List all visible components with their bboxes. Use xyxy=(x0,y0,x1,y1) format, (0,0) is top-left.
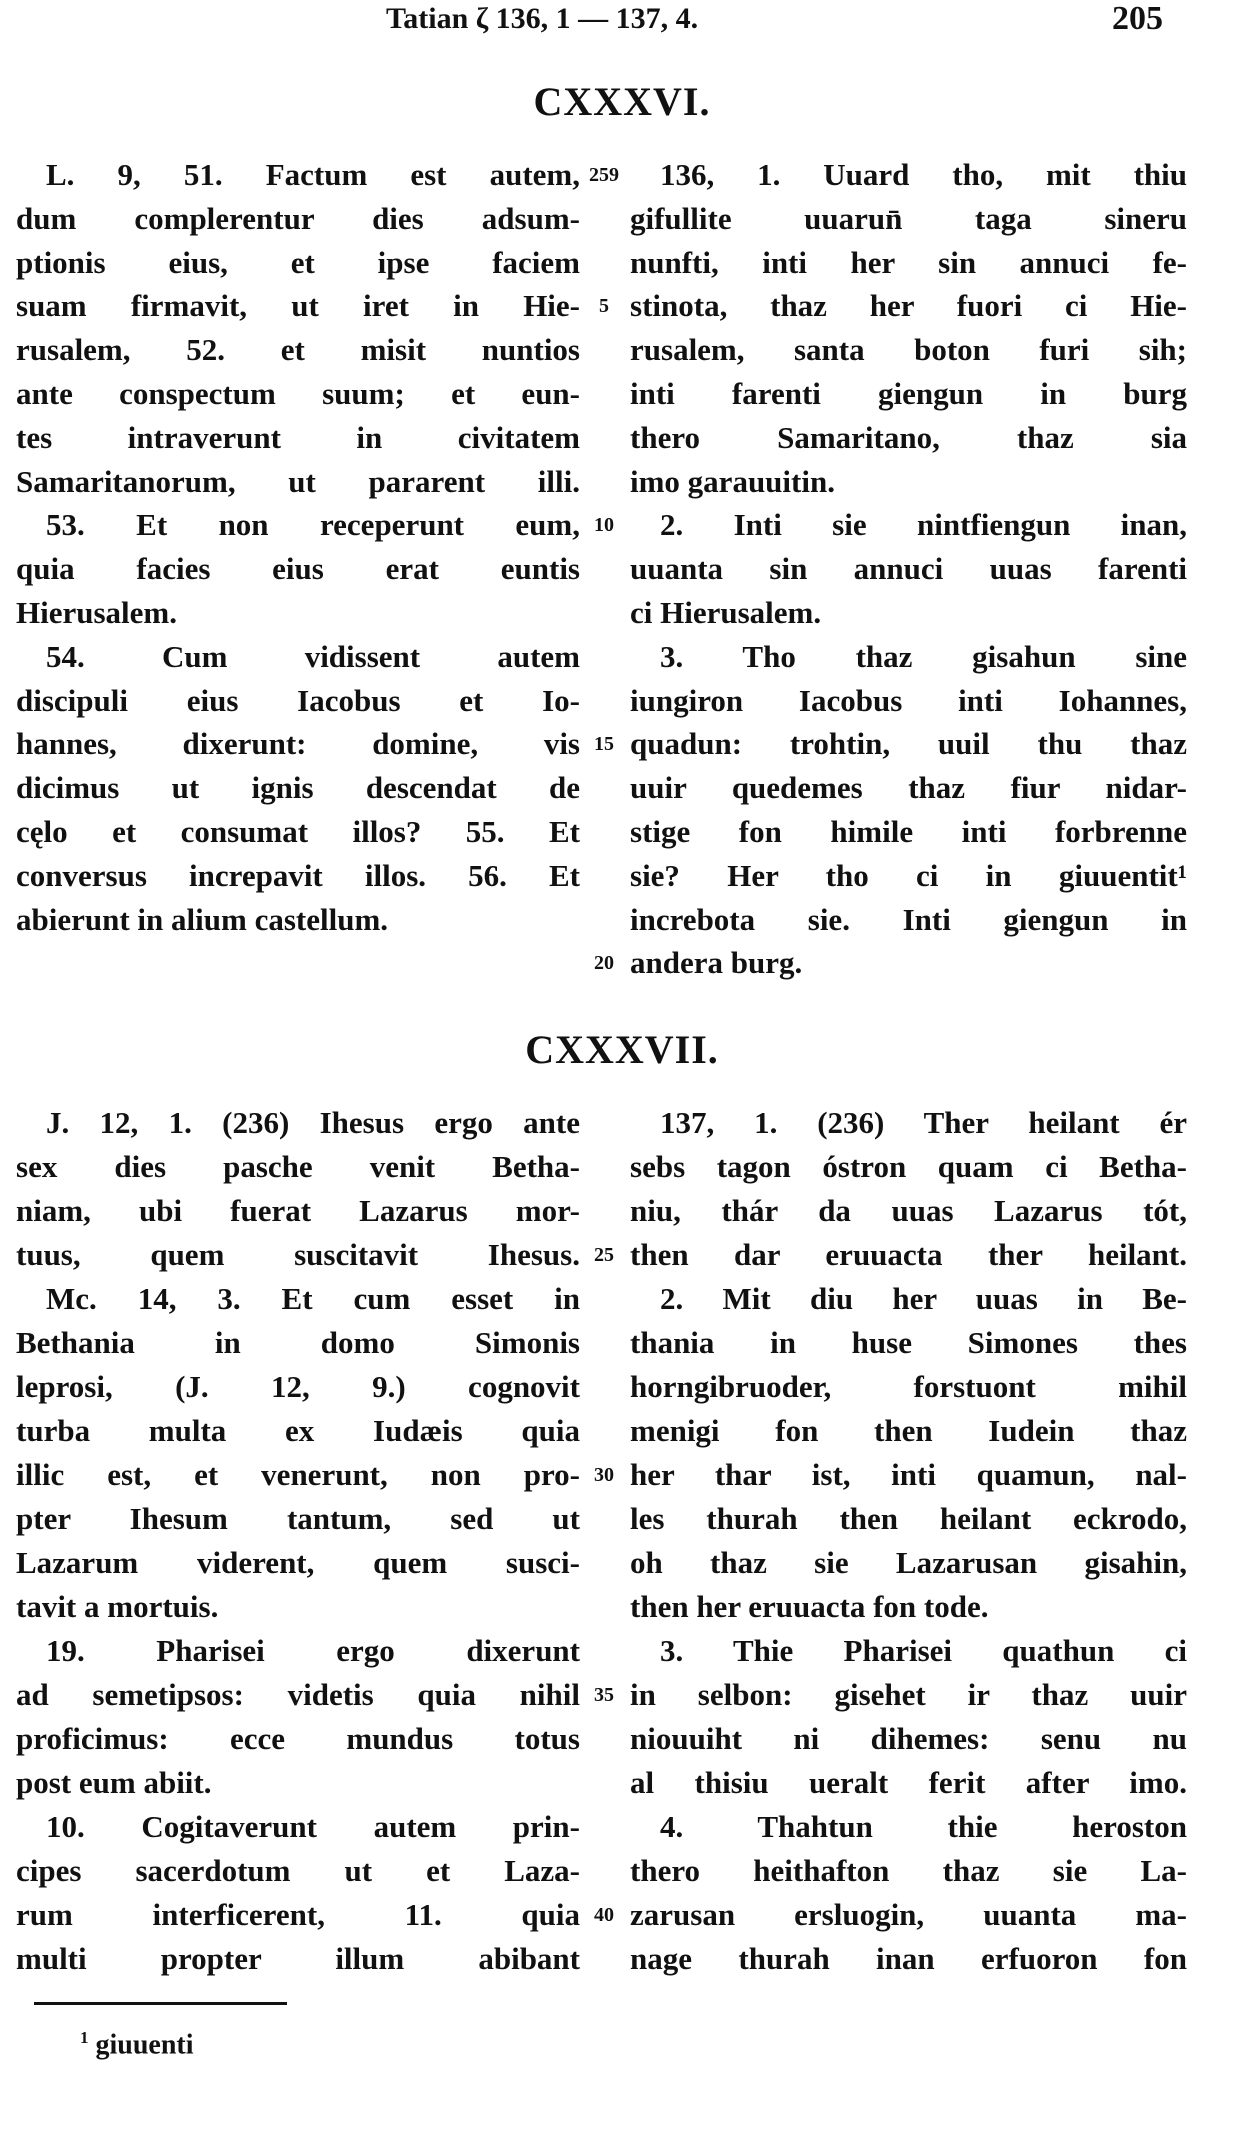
line-number: 30 xyxy=(594,1464,614,1486)
old-high-german-line: 2. Inti sie nintfiengun inan, xyxy=(660,507,1187,543)
line-number: 10 xyxy=(594,514,614,537)
latin-line: 53. Et non receperunt eum, xyxy=(46,507,580,543)
old-high-german-line: 136, 1. Uuard tho, mit thiu xyxy=(660,157,1187,192)
latin-line: sex dies pasche venit Betha- xyxy=(16,1149,580,1184)
old-high-german-line: nunfti, inti her sin annuci fe- xyxy=(630,244,1187,280)
text-line xyxy=(0,1541,1244,1585)
text-line xyxy=(0,679,1244,723)
text-line xyxy=(0,460,1244,504)
section-title-cxxxvii: CXXXVII. xyxy=(525,1027,719,1072)
text-line xyxy=(0,1453,1244,1497)
footnote-rule xyxy=(34,2002,287,2005)
latin-line: abierunt in alium castellum. xyxy=(16,901,389,937)
text-line xyxy=(0,1893,1244,1937)
line-number: 25 xyxy=(594,1244,614,1266)
footnote-marker: 1 xyxy=(80,2028,89,2047)
old-high-german-line: uuir quedemes thaz fiur nidar- xyxy=(630,770,1187,806)
old-high-german-line: imo garauuitin. xyxy=(630,463,835,499)
old-high-german-line: nage thurah inan erfuoron fon xyxy=(630,1941,1187,1976)
latin-line: conversus increpavit illos. 56. Et xyxy=(16,857,580,893)
old-high-german-line: quadun: trohtin, uuil thu thaz xyxy=(630,726,1187,762)
old-high-german-line: horngibruoder, forstuont mihil xyxy=(630,1369,1187,1404)
old-high-german-line: 137, 1. (236) Ther heilant ér xyxy=(660,1105,1187,1140)
latin-line: Hierusalem. xyxy=(16,595,177,630)
old-high-german-line: stige fon himile inti forbrenne xyxy=(630,814,1187,849)
text-line xyxy=(0,810,1244,854)
text-line xyxy=(0,1145,1244,1189)
latin-line: tuus, quem suscitavit Ihesus. xyxy=(16,1237,580,1272)
latin-line: quia facies eius erat euntis xyxy=(16,551,580,587)
running-header: Tatian ζ 136, 1 — 137, 4. xyxy=(386,2,699,35)
text-line xyxy=(0,1497,1244,1541)
latin-line: cęlo et consumat illos? 55. Et xyxy=(16,814,580,849)
old-high-german-line: thania in huse Simones thes xyxy=(630,1325,1187,1360)
latin-line: rusalem, 52. et misit nuntios xyxy=(16,332,580,368)
old-high-german-line: inti farenti giengun in burg xyxy=(630,376,1187,411)
latin-line: Lazarum viderent, quem susci- xyxy=(16,1545,580,1580)
text-line xyxy=(0,1849,1244,1893)
line-number: 5 xyxy=(599,295,609,318)
old-high-german-line: thero Samaritano, thaz sia xyxy=(630,419,1187,455)
latin-line: Mc. 14, 3. Et cum esset in xyxy=(46,1281,580,1316)
latin-line: 54. Cum vidissent autem xyxy=(46,638,580,674)
text-line xyxy=(0,197,1244,241)
latin-line: turba multa ex Iudæis quia xyxy=(16,1413,580,1448)
latin-line: 10. Cogitaverunt autem prin- xyxy=(46,1809,580,1844)
footnote-text: giuuenti xyxy=(95,2029,194,2061)
latin-line: ptionis eius, et ipse faciem xyxy=(16,244,580,280)
page-number: 205 xyxy=(1112,0,1163,37)
old-high-german-line: gifullite uuarun̄ taga sineru xyxy=(630,200,1187,236)
text-line xyxy=(0,1409,1244,1453)
latin-line: 19. Pharisei ergo dixerunt xyxy=(46,1633,580,1668)
latin-line: multi propter illum abibant xyxy=(16,1941,580,1976)
latin-line: leprosi, (J. 12, 9.) cognovit xyxy=(16,1369,580,1404)
text-line xyxy=(0,1277,1244,1321)
latin-line: discipuli eius Iacobus et Io- xyxy=(16,682,580,718)
footnote xyxy=(80,2028,194,2061)
old-high-german-line: 3. Thie Pharisei quathun ci xyxy=(660,1633,1187,1668)
old-high-german-line: in selbon: gisehet ir thaz uuir xyxy=(630,1677,1187,1712)
old-high-german-line: increbota sie. Inti giengun in xyxy=(630,901,1187,937)
text-line xyxy=(0,1321,1244,1365)
text-line xyxy=(0,1101,1244,1145)
old-high-german-line: then her eruuacta fon tode. xyxy=(630,1589,989,1624)
text-line xyxy=(0,328,1244,372)
text-line xyxy=(0,854,1244,898)
text-line xyxy=(0,1761,1244,1805)
text-line xyxy=(0,1805,1244,1849)
latin-line: hannes, dixerunt: domine, vis xyxy=(16,726,580,762)
latin-line: dicimus ut ignis descendat de xyxy=(16,770,580,806)
old-high-german-line: niu, thár da uuas Lazarus tót, xyxy=(630,1193,1187,1228)
old-high-german-line: stinota, thaz her fuori ci Hie- xyxy=(630,288,1187,324)
latin-line: J. 12, 1. (236) Ihesus ergo ante xyxy=(46,1105,580,1140)
latin-line: tavit a mortuis. xyxy=(16,1589,219,1624)
old-high-german-line: menigi fon then Iudein thaz xyxy=(630,1413,1187,1448)
latin-line: post eum abiit. xyxy=(16,1765,212,1800)
old-high-german-line: 2. Mit diu her uuas in Be- xyxy=(660,1281,1187,1316)
old-high-german-line: andera burg. xyxy=(630,945,803,981)
old-high-german-line: 3. Tho thaz gisahun sine xyxy=(660,638,1187,674)
text-line xyxy=(0,1365,1244,1409)
text-line xyxy=(0,941,1244,985)
text-line xyxy=(0,635,1244,679)
line-number: 40 xyxy=(594,1904,614,1926)
text-line xyxy=(0,722,1244,766)
text-line xyxy=(0,898,1244,942)
text-line xyxy=(0,1937,1244,1981)
text-line xyxy=(0,1585,1244,1629)
text-line xyxy=(0,547,1244,591)
latin-line: Samaritanorum, ut pararent illi. xyxy=(16,463,580,499)
old-high-german-line: sie? Her tho ci in giuuentit¹ xyxy=(630,857,1187,893)
old-high-german-line: then dar eruuacta ther heilant. xyxy=(630,1237,1187,1272)
old-high-german-line: thero heithafton thaz sie La- xyxy=(630,1853,1187,1888)
line-number: 35 xyxy=(594,1684,614,1706)
latin-line: dum complerentur dies adsum- xyxy=(16,200,580,236)
text-line xyxy=(0,284,1244,328)
latin-line: ante conspectum suum; et eun- xyxy=(16,376,580,411)
text-line xyxy=(0,1717,1244,1761)
latin-line: suam firmavit, ut iret in Hie- xyxy=(16,288,580,324)
line-number: 20 xyxy=(594,952,614,975)
latin-line: ad semetipsos: videtis quia nihil xyxy=(16,1677,580,1712)
old-high-german-line: ci Hierusalem. xyxy=(630,595,822,630)
text-line xyxy=(0,416,1244,460)
old-high-german-line: oh thaz sie Lazarusan gisahin, xyxy=(630,1545,1187,1580)
latin-line: proficimus: ecce mundus totus xyxy=(16,1721,580,1756)
old-high-german-line: al thisiu ueralt ferit after imo. xyxy=(630,1765,1187,1800)
section-title-cxxxvi: CXXXVI. xyxy=(533,79,711,124)
latin-line: illic est, et venerunt, non pro- xyxy=(16,1457,580,1492)
old-high-german-line: iungiron Iacobus inti Iohannes, xyxy=(630,682,1187,718)
text-line xyxy=(0,1189,1244,1233)
text-line xyxy=(0,766,1244,810)
text-line xyxy=(0,503,1244,547)
latin-line: niam, ubi fuerat Lazarus mor- xyxy=(16,1193,580,1228)
latin-line: Bethania in domo Simonis xyxy=(16,1325,580,1360)
old-high-german-line: rusalem, santa boton furi sih; xyxy=(630,332,1187,368)
old-high-german-line: zarusan ersluogin, uuanta ma- xyxy=(630,1897,1187,1932)
text-line xyxy=(0,153,1244,197)
latin-line: L. 9, 51. Factum est autem, xyxy=(46,157,580,192)
old-high-german-line: 4. Thahtun thie heroston xyxy=(660,1809,1187,1844)
text-line xyxy=(0,372,1244,416)
text-line xyxy=(0,1673,1244,1717)
text-line xyxy=(0,1233,1244,1277)
latin-line: rum interficerent, 11. quia xyxy=(16,1897,580,1932)
line-number: 259 xyxy=(589,164,619,186)
latin-line: tes intraverunt in civitatem xyxy=(16,419,580,455)
text-line xyxy=(0,1629,1244,1673)
line-number: 15 xyxy=(594,733,614,756)
text-line xyxy=(0,241,1244,285)
text-line xyxy=(0,591,1244,635)
old-high-german-line: niouuiht ni dihemes: senu nu xyxy=(630,1721,1187,1756)
latin-line: pter Ihesum tantum, sed ut xyxy=(16,1501,580,1536)
old-high-german-line: her thar ist, inti quamun, nal- xyxy=(630,1457,1187,1492)
latin-line: cipes sacerdotum ut et Laza- xyxy=(16,1853,580,1888)
old-high-german-line: sebs tagon óstron quam ci Betha- xyxy=(630,1149,1187,1184)
old-high-german-line: uuanta sin annuci uuas farenti xyxy=(630,551,1187,587)
old-high-german-line: les thurah then heilant eckrodo, xyxy=(630,1501,1187,1536)
